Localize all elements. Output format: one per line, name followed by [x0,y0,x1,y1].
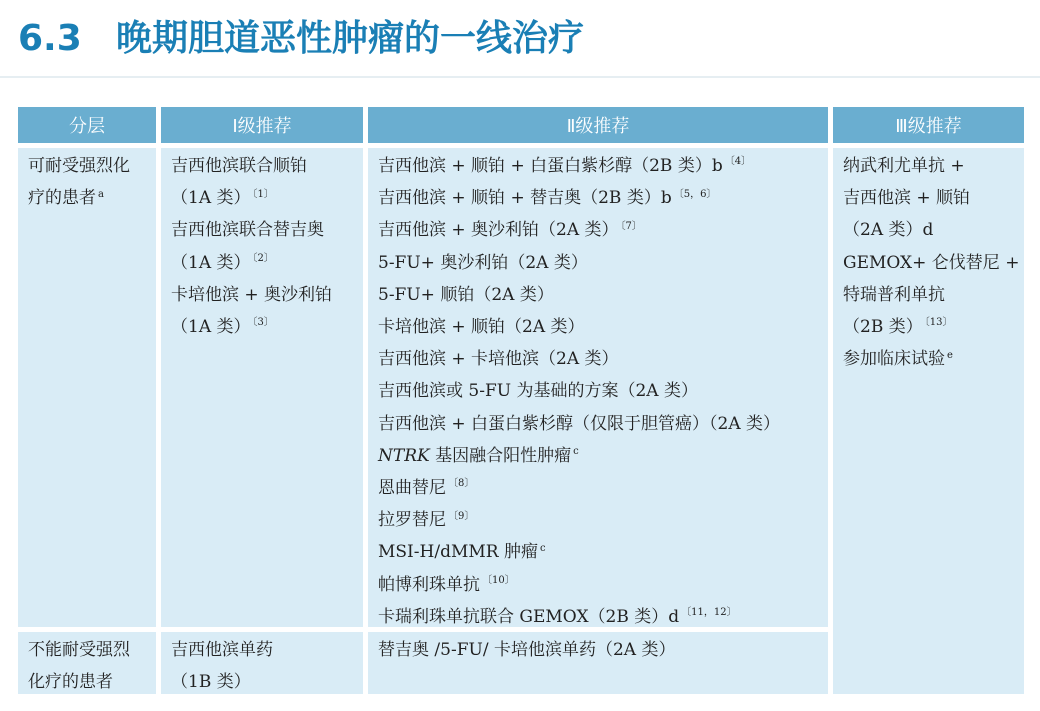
row1-level2-line: 5-FU+ 顺铂（2A 类） [378,284,554,305]
level3-line: 特瑞普利单抗 [843,284,945,305]
row1-level2-footnote: 〔7〕 [620,220,642,232]
level3-line: （2A 类）d [843,220,934,241]
row1-level2-footnote: 〔11，12〕 [681,607,737,619]
row1-level2-line: 吉西他滨 + 卡培他滨（2A 类） [378,349,619,370]
row1-layer-cell [18,148,156,627]
level3-line: 纳武利尤单抗 + [843,156,965,176]
row1-level1-line: （1A 类） $^{〔2〕}$ [171,252,274,273]
section-title [18,10,584,61]
header-level2: Ⅱ级推荐 [368,107,828,143]
row1-level2-line: 拉罗替尼 $^{〔9〕}$ [378,510,475,531]
row1-level1-line: 卡培他滨 + 奥沙利铂 [171,284,333,305]
row1-level2-footnote: c [573,446,579,458]
section-number: 6.3 [18,18,82,59]
row2-layer-line2: 化疗的患者 [28,672,113,693]
row1-level2-footnote: 〔5，6〕 [673,188,717,200]
level3-line: 参加临床试验 $^e$ [843,349,953,370]
level3-line: （2B 类） $^{〔13〕}$ [843,317,953,338]
level3-footnote: e [947,349,953,361]
row1-level1-footnote: 〔1〕 [252,188,274,200]
row-level3-cell [833,148,1024,694]
row2-level2-line: 替吉奥 /5-FU/ 卡培他滨单药（2A 类） [378,640,676,660]
row1-layer-line1: 可耐受强烈化 [28,156,130,176]
title-rule [0,76,1040,78]
row2-layer-line1: 不能耐受强烈 [28,640,130,660]
row1-level2-line: 吉西他滨或 5-FU 为基础的方案（2A 类） [378,381,698,402]
row1-level2-cell [368,148,828,627]
row1-level2-line: 帕博利珠单抗 $^{〔10〕}$ [378,574,515,595]
row1-level2-line: 吉西他滨 + 顺铂 + 白蛋白紫杉醇（2B 类）b $^{〔4〕}$ [378,156,752,176]
row1-level2-line: NTRK 基因融合阳性肿瘤 $^c$ [378,445,579,466]
row1-level2-footnote: 〔10〕 [482,574,515,586]
header-level3: Ⅲ级推荐 [833,107,1024,143]
row1-level2-line: 吉西他滨 + 奥沙利铂（2A 类） $^{〔7〕}$ [378,220,642,241]
row1-level1-line: 吉西他滨联合顺铂 [171,156,307,176]
header-level1: Ⅰ级推荐 [161,107,363,143]
row1-level2-footnote: c [539,542,546,554]
row1-level2-footnote: 〔8〕 [448,478,475,490]
row1-level1-footnote: 〔2〕 [252,252,274,264]
row2-level2-cell [368,632,828,694]
row1-level2-footnote: 〔9〕 [448,510,475,522]
row1-level2-line: MSI-H/dMMR 肿瘤 $^c$ [378,542,546,563]
level3-footnote: 〔13〕 [924,317,953,329]
row2-level1-line: 吉西他滨单药 [171,640,273,660]
row1-level2-line: 吉西他滨 + 顺铂 + 替吉奥（2B 类）b $^{〔5,6〕}$ [378,188,717,209]
row2-layer-cell [18,632,156,694]
section-title-text: 晚期胆道恶性肿瘤的一线治疗 [116,18,585,59]
level3-line: 吉西他滨 + 顺铂 [843,188,971,209]
row1-level2-footnote: 〔4〕 [724,156,752,168]
row1-layer-line2: 疗的患者 $^a$ [28,188,104,209]
row1-level1-line: （1A 类） $^{〔3〕}$ [171,317,274,338]
row1-level1-line: （1A 类） $^{〔1〕}$ [171,188,274,209]
row1-layer-footnote: a [98,188,104,200]
row2-level1-line: （1B 类） [171,672,251,693]
row1-level1-footnote: 〔3〕 [252,317,274,329]
header-layer: 分层 [18,107,156,143]
row1-level2-line: 5-FU+ 奥沙利铂（2A 类） [378,252,588,273]
row1-level2-line: 卡瑞利珠单抗联合 GEMOX（2B 类）d $^{〔11,12〕}$ [378,606,737,627]
level3-line: GEMOX+ 仑伐替尼 + [843,252,1020,273]
row2-level1-cell [161,632,363,694]
row1-level2-line: 卡培他滨 + 顺铂（2A 类） [378,317,585,338]
row1-level1-cell [161,148,363,627]
row1-level2-line: 吉西他滨 + 白蛋白紫杉醇（仅限于胆管癌）（2A 类） [378,413,781,434]
row1-level1-line: 吉西他滨联合替吉奥 [171,220,324,241]
row1-level2-line: 恩曲替尼 $^{〔8〕}$ [378,478,475,499]
